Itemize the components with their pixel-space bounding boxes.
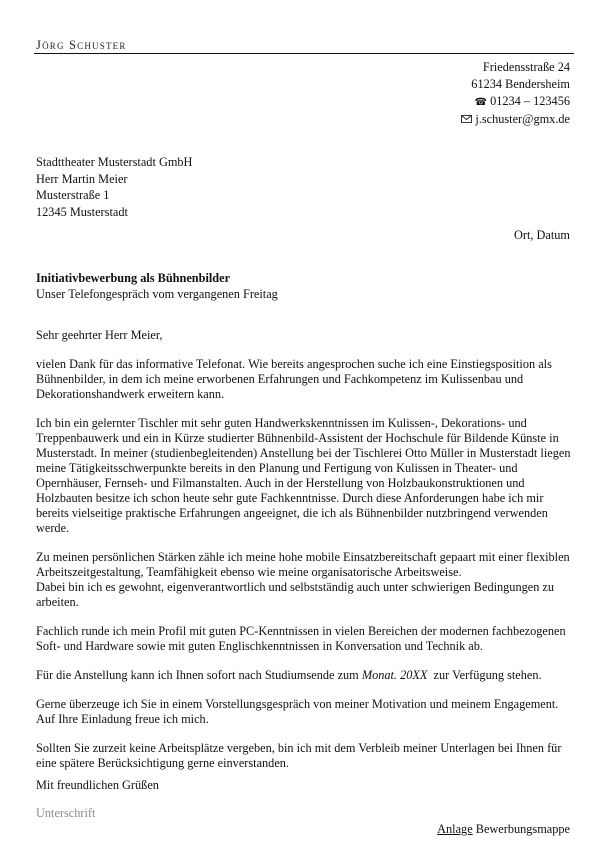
- place-date: Ort, Datum: [513, 228, 570, 242]
- phone-icon: ☎: [474, 97, 488, 108]
- paragraph-strengths-line1: Zu meinen persönlichen Stärken zähle ich meine hohe mobile Einsatzbereitschaft gepaart mit einer flexiblen Arbeitszeitgestaltung, Teamfähigkeit ebenso wie meine organisatorische Arbeitsweise.: [36, 550, 570, 579]
- sender-email: j.schuster@gmx.de: [475, 112, 570, 126]
- recipient-city: 12345 Musterstadt: [36, 204, 128, 219]
- header-divider: [34, 53, 574, 54]
- paragraph-strengths: [36, 550, 576, 610]
- paragraph-skills: Fachlich runde ich mein Profil mit guten PC-Kenntnissen in vielen Bereichen der modernen fachbezogenen Soft- und Hardware sowie mit guten Englischkenntnissen in Konversation und Technik ab.: [36, 624, 566, 653]
- recipient-street: Musterstraße 1: [36, 188, 110, 202]
- sender-phone-line: [461, 93, 570, 111]
- subject-reference: Unser Telefongespräch vom vergangenen Freitag: [36, 286, 278, 301]
- paragraph-interview: Gerne überzeuge ich Sie in einem Vorstellungsgespräch von meiner Motivation und meinem Engagement. Auf Ihre Einladung freue ich mich.: [36, 697, 559, 726]
- availability-text-after: zur Verfügung stehen.: [427, 668, 542, 682]
- subject-block: [36, 271, 278, 302]
- recipient-person: Herr Martin Meier: [36, 171, 128, 186]
- recipient-company: Stadttheater Musterstadt GmbH: [36, 155, 193, 169]
- sender-phone: 01234 – 123456: [490, 94, 570, 108]
- paragraph-retention: Sollten Sie zurzeit keine Arbeitsplätze vergeben, bin ich mit dem Verbleib meiner Unterlagen bei Ihnen für eine spätere Berücksichtigung gerne einverstanden.: [36, 741, 562, 770]
- letter-body: [36, 328, 576, 785]
- signature-placeholder: Unterschrift: [36, 806, 96, 820]
- sender-city: 61234 Bendersheim: [471, 77, 570, 91]
- paragraph-experience: Ich bin ein gelernter Tischler mit sehr guten Handwerkskenntnissen im Kulissen-, Dekorations- und Treppenbauwerk und ein in Kürze studierter Bühnenbild-Assistent der Hochschule für Bildende Künste in Musterstadt. In meiner (studienbegleitenden) Anstellung bei der Tischlerei Otto Müller in Musterstadt liegen meine Tätigkeitsschwerpunkte bereits in den Planung und Fertigung von Kulissen in Theater- und Opernhäuser, Fernseh- und Filmanstalten. Auch in der Herstellung von Holzbaukonstruktionen und Holzbauten besitze ich schon heute sehr gute Fachkenntnisse. Durch diese Anforderungen habe ich mir bereits vielseitige praktische Erfahrungen angeeignet, die ich als Bühnenbilder nutzbringend verwenden werde.: [36, 416, 571, 535]
- availability-date: Monat. 20XX: [361, 668, 428, 682]
- enclosure-label: Anlage: [437, 822, 473, 836]
- sender-name-header: Jörg Schuster: [36, 38, 127, 52]
- subject-title: Initiativbewerbung als Bühnenbilder: [36, 271, 231, 285]
- sender-street: Friedensstraße 24: [482, 60, 570, 74]
- paragraph-strengths-line2: Dabei bin ich es gewohnt, eigenverantwortlich und selbstständig auch unter schwierigen Bedingungen zu arbeiten.: [36, 580, 555, 609]
- recipient-address-block: [36, 154, 192, 220]
- closing: Mit freundlichen Grüßen: [36, 778, 159, 792]
- sender-address-block: [461, 59, 570, 129]
- paragraph-availability: [36, 668, 576, 683]
- availability-text-before: Für die Anstellung kann ich Ihnen sofort nach Studiumsende zum: [36, 668, 362, 682]
- envelope-icon: [461, 112, 472, 129]
- salutation: Sehr geehrter Herr Meier,: [36, 328, 163, 342]
- sender-email-line: [461, 111, 570, 129]
- paragraph-intro: vielen Dank für das informative Telefonat. Wie bereits angesprochen suche ich eine Einstiegsposition als Bühnenbilder, in dem ich meine erworbenen Erfahrungen und Fachkompetenz im Kulissenbau und Dekorationshandwerk erweitern kann.: [36, 357, 552, 401]
- enclosure-line: [437, 822, 570, 837]
- enclosure-text: Bewerbungsmappe: [472, 822, 570, 836]
